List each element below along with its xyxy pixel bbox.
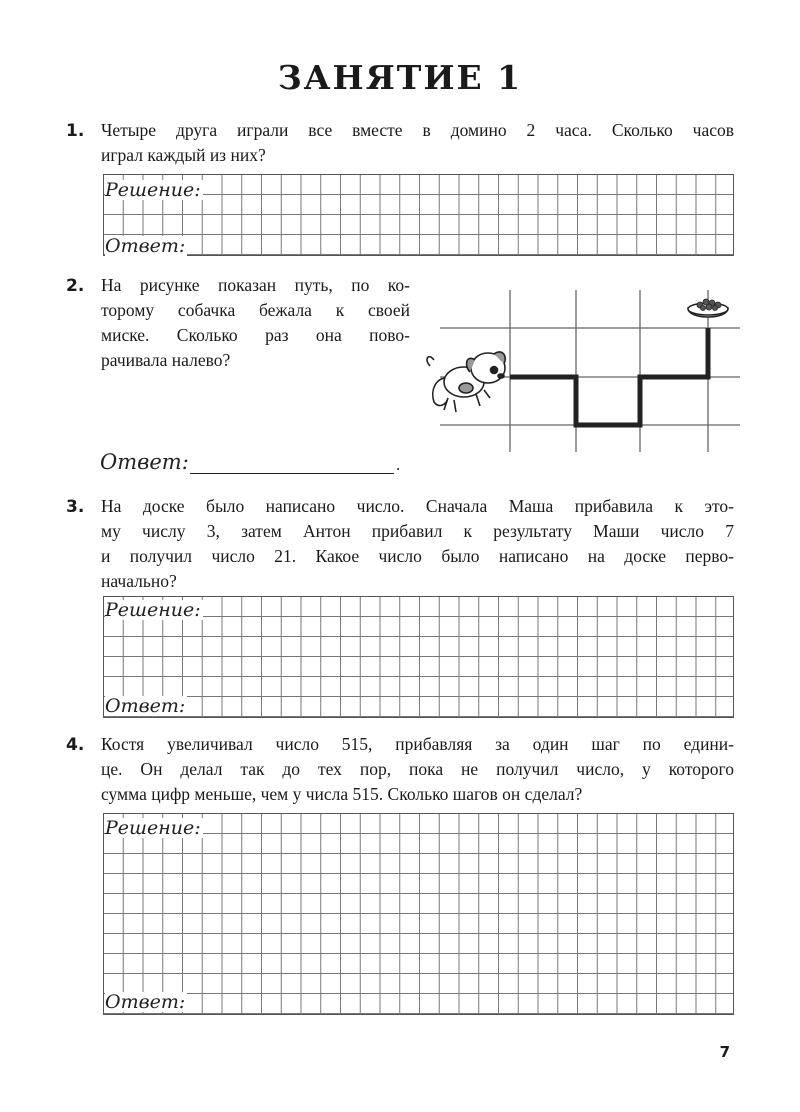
page-number: 7 xyxy=(719,1043,730,1061)
solution-label: Решение: xyxy=(105,599,201,621)
problem-2-number: 2. xyxy=(66,276,85,296)
solution-label: Решение: xyxy=(105,179,201,201)
solution-label: Решение: xyxy=(105,817,201,839)
problem-2-answer-line[interactable] xyxy=(190,455,394,474)
answer-label: Ответ: xyxy=(105,235,186,257)
problem-3-number: 3. xyxy=(66,497,85,517)
problem-2-line-1: На рисунке показан путь, по ко- xyxy=(101,275,410,295)
problem-1-grid[interactable] xyxy=(103,174,734,256)
problem-3-text xyxy=(101,494,734,594)
problem-3-line-3: и получил число 21. Какое число было написано на доске перво- xyxy=(101,546,734,566)
problem-4-number: 4. xyxy=(66,735,85,755)
problem-2-line-3: миске. Сколько раз она пово- xyxy=(101,325,410,345)
problem-2-line-4: рачивала налево? xyxy=(101,350,231,370)
answer-label: Ответ: xyxy=(105,991,186,1013)
page-title: ЗАНЯТИЕ 1 xyxy=(277,58,523,97)
dog-icon xyxy=(427,352,505,412)
problem-1-line-1: Четыре друга играли все вместе в домино 2 часа. Сколько часов xyxy=(101,120,734,140)
answer-label: Ответ: xyxy=(105,695,186,717)
problem-4-text xyxy=(101,732,734,807)
problem-3-line-4: начально? xyxy=(101,571,177,591)
problem-1-line-2: играл каждый из них? xyxy=(101,145,266,165)
problem-2-text xyxy=(101,273,410,373)
problem-2-answer-label: Ответ: xyxy=(100,450,189,474)
problem-3-line-2: му числу 3, затем Антон прибавил к результату Маши число 7 xyxy=(101,521,734,541)
problem-1-text xyxy=(101,118,734,168)
problem-4-line-2: це. Он делал так до тех пор, пока не получил число, у которого xyxy=(101,759,734,779)
food-bowl-icon xyxy=(688,299,728,317)
problem-4-line-1: Костя увеличивал число 515, прибавляя за один шаг по едини- xyxy=(101,734,734,754)
dog-path-figure xyxy=(420,290,740,455)
problem-1-number: 1. xyxy=(66,121,85,141)
problem-3-line-1: На доске было написано число. Сначала Маша прибавила к это- xyxy=(101,496,734,516)
problem-2-line-2: торому собачка бежала к своей xyxy=(101,300,410,320)
problem-3-grid[interactable] xyxy=(103,596,734,718)
problem-4-grid[interactable] xyxy=(103,813,734,1015)
problem-2-answer-period: . xyxy=(396,455,401,474)
problem-4-line-3: сумма цифр меньше, чем у числа 515. Сколько шагов он сделал? xyxy=(101,784,583,804)
